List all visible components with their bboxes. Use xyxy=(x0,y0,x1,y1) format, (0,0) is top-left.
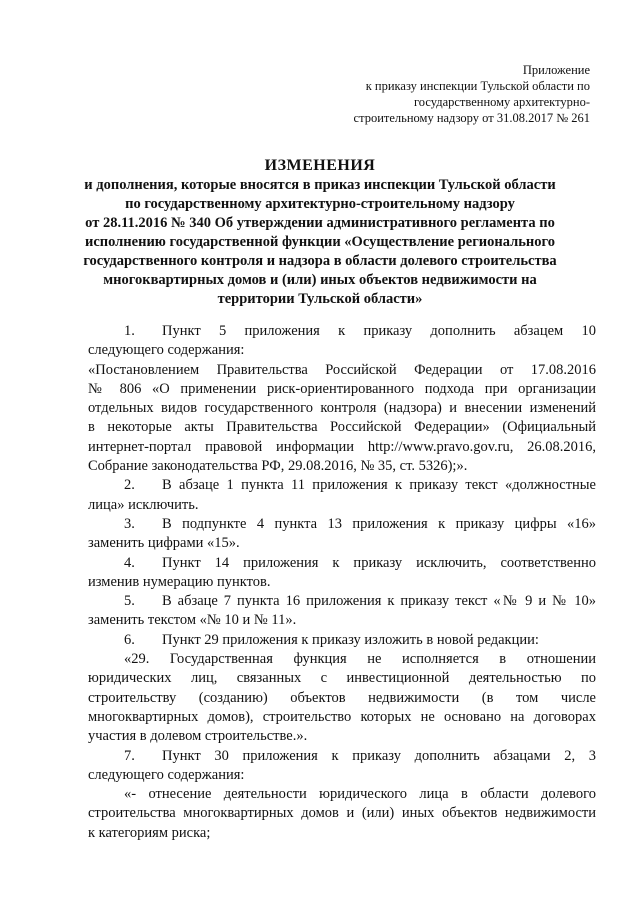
paragraph-line: строительства многоквартирных домов и (или) иных объектов недвижимости xyxy=(88,805,596,822)
title-line: от 28.11.2016 № 340 Об утверждении административного регламента по xyxy=(85,215,555,231)
paragraph-line: многоквартирных домов), строительство которых не основано на договорах xyxy=(88,708,596,725)
item-1 xyxy=(88,322,596,476)
paragraph-line: 6. Пункт 29 приложения к приказу изложить в новой редакции: xyxy=(88,631,596,650)
title-line: и дополнения, которые вносятся в приказ инспекции Тульской области xyxy=(84,177,556,193)
paragraph-line: изменив нумерацию пунктов. xyxy=(88,573,271,590)
approval-line: строительному надзору от 31.08.2017 № 261 xyxy=(353,111,590,125)
paragraph-line: к категориям риска; xyxy=(88,824,211,841)
paragraph-line: отдельных видов государственного контроля (надзора) и внесении изменений xyxy=(88,400,596,417)
approval-line: к приказу инспекции Тульской области по xyxy=(365,79,590,93)
title-line: исполнению государственной функции «Осуществление регионального xyxy=(84,234,556,250)
item-number: 6. xyxy=(124,631,135,648)
item-number: 4. xyxy=(124,554,135,571)
paragraph-line: строительству (созданию) объектов недвижимости (в том числе xyxy=(88,689,596,706)
title-main: ИЗМЕНЕНИЯ xyxy=(264,157,376,174)
item-7 xyxy=(88,747,596,843)
document-title xyxy=(60,156,580,309)
item-number: 1. xyxy=(124,323,135,339)
paragraph-line: заменить цифрами «15». xyxy=(88,535,240,552)
paragraph-line: 2. В абзаце 1 пункта 11 приложения к приказу текст «должностные xyxy=(88,476,596,495)
item-number: 5. xyxy=(124,593,135,610)
paragraph-line: юридических лиц, связанных с инвестиционной деятельностью по xyxy=(88,670,596,687)
paragraph-line: № 806 «О применении риск-ориентированного подхода при организации xyxy=(88,380,596,397)
approval-line: Приложение xyxy=(522,63,590,77)
item-5 xyxy=(88,592,596,631)
item-2 xyxy=(88,476,596,515)
paragraph-line: следующего содержания: xyxy=(88,766,245,783)
item-3 xyxy=(88,515,596,554)
document-body xyxy=(88,322,596,843)
paragraph-line: интернет-портал правовой информации http://www.pravo.gov.ru, 26.08.2016, xyxy=(88,438,596,455)
paragraph-line: «Постановлением Правительства Российской Федерации от 17.08.2016 xyxy=(88,361,596,378)
paragraph-line: «29. Государственная функция не исполняется в отношении xyxy=(124,651,596,668)
paragraph-line: заменить текстом «№ 10 и № 11». xyxy=(88,612,297,629)
approval-line: государственному архитектурно- xyxy=(413,95,590,109)
approval-block xyxy=(290,62,590,126)
title-line: территории Тульской области» xyxy=(217,291,423,307)
paragraph-line: лица» исключить. xyxy=(88,496,199,513)
paragraph-line: в некоторые акты Правительства Российской Федерации» (Официальный xyxy=(88,419,596,436)
paragraph-line: участия в долевом строительстве.». xyxy=(88,728,308,745)
paragraph-line: 3. В подпункте 4 пункта 13 приложения к приказу цифры «16» xyxy=(88,515,596,534)
item-6 xyxy=(88,631,596,747)
paragraph-line: 4. Пункт 14 приложения к приказу исключить, соответственно xyxy=(88,554,596,573)
paragraph-line: 5. В абзаце 7 пункта 16 приложения к приказу текст «№ 9 и № 10» xyxy=(88,592,596,611)
paragraph-line: Собрание законодательства РФ, 29.08.2016, № 35, ст. 5326);». xyxy=(88,458,468,475)
paragraph-line: 1. Пункт 5 приложения к приказу дополнить абзацем 10 xyxy=(88,322,596,341)
item-number: 3. xyxy=(124,515,135,532)
item-4 xyxy=(88,554,596,593)
paragraph-line: 7. Пункт 30 приложения к приказу дополнить абзацами 2, 3 xyxy=(88,747,596,766)
title-line: по государственному архитектурно-строительному надзору xyxy=(125,196,515,212)
paragraph-line: следующего содержания: xyxy=(88,342,245,359)
title-line: государственного контроля и надзора в области долевого строительства xyxy=(83,253,557,269)
paragraph-line: «- отнесение деятельности юридического лица в области долевого xyxy=(124,786,596,803)
item-number: 2. xyxy=(124,477,135,494)
item-number: 7. xyxy=(124,747,135,764)
title-line: многоквартирных домов и (или) иных объектов недвижимости на xyxy=(103,272,537,288)
